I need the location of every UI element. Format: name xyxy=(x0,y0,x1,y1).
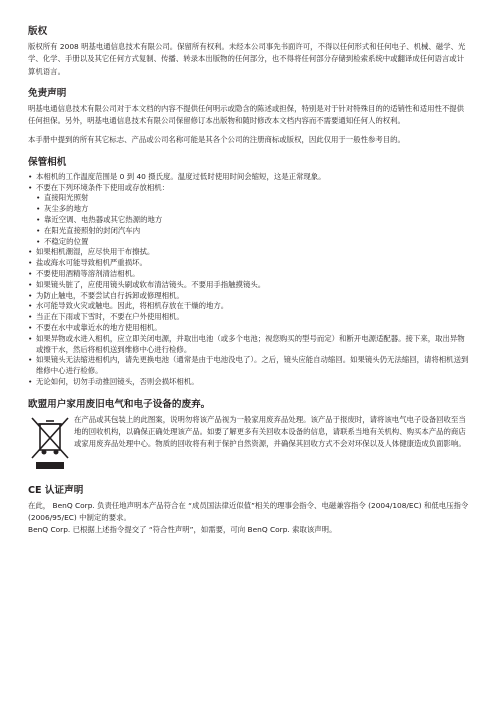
bullet: • xyxy=(28,268,33,278)
list-item-text: 水可能导致火灾或触电。因此，将相机存放在干燥的地方。 xyxy=(36,301,229,311)
copyright-section xyxy=(28,26,470,78)
bullet: • xyxy=(36,225,41,235)
ce-section xyxy=(28,485,470,537)
list-item-text: 灰尘多的地方 xyxy=(44,204,89,214)
sub-list-item xyxy=(28,226,470,237)
camera-care-section xyxy=(28,157,470,388)
list-item-text: 如果镜头脏了，应使用镜头刷或软布清洁镜头。不要用手指触摸镜头。 xyxy=(36,279,266,289)
bullet: • xyxy=(28,301,33,311)
list-item-text: 在阳光直接照射的封闭汽车内 xyxy=(44,225,141,235)
list-item xyxy=(28,291,470,302)
weee-title: 欧盟用户家用废旧电气和电子设备的废弃。 xyxy=(28,398,211,410)
manual-page xyxy=(28,26,470,537)
list-item-text: 无论如何，切勿手动推回镜头，否则会损坏相机。 xyxy=(36,376,199,386)
list-item xyxy=(28,355,470,377)
bullet: • xyxy=(28,171,33,181)
bullet: • xyxy=(36,204,41,214)
ce-title: CE 认证声明 xyxy=(28,484,84,496)
bullet: • xyxy=(28,312,33,322)
list-item-text: 不要使用酒精等溶剂清洁相机。 xyxy=(36,268,140,278)
list-item xyxy=(28,377,470,388)
sub-list-item xyxy=(28,237,470,248)
ce-paragraph-1: 在此， BenQ Corp. 负责任地声明本产品符合在 “成员国法律近似值”相关的理事会指令、电磁兼容指令 (2004/108/EC) 和低电压指令 (2006/95/EC) 中制定的要求。 xyxy=(28,500,469,523)
sub-list-item xyxy=(28,215,470,226)
list-item xyxy=(28,301,470,312)
list-item-text: 不稳定的位置 xyxy=(44,236,89,246)
list-item xyxy=(28,280,470,291)
disclaimer-title: 免责声明 xyxy=(28,87,67,99)
list-item xyxy=(28,172,470,183)
bullet: • xyxy=(36,193,41,203)
copyright-text: 版权所有 2008 明基电通信息技术有限公司。保留所有权利。未经本公司事先书面许可，不得以任何形式和任何电子、机械、磁学、光学、化学、手册以及其它任何方式复制、传播、转录本出版物的任何部分，也不得将任何部分存储到检索系统中或翻译成任何语言或计算机语言。 xyxy=(28,42,466,76)
list-item-text: 本相机的工作温度范围是 0 到 40 摄氏度。温度过低时使用时间会缩短，这是正常现象。 xyxy=(36,171,326,181)
list-item xyxy=(28,323,470,334)
list-item xyxy=(28,258,470,269)
list-item xyxy=(28,247,470,258)
copyright-title: 版权 xyxy=(28,26,48,37)
weee-section xyxy=(28,399,470,474)
bullet: • xyxy=(28,376,33,386)
bullet: • xyxy=(28,290,33,300)
bullet: • xyxy=(28,279,33,289)
ce-paragraph-2: BenQ Corp. 已根据上述指令提交了 “符合性声明”，如需要，可向 BenQ Corp. 索取该声明。 xyxy=(28,525,337,535)
list-item-text: 如果相机潮湿，应尽快用干布擦拭。 xyxy=(36,247,155,257)
care-list-b xyxy=(28,247,470,387)
list-item-text: 如果镜头无法缩进相机内，请先更换电池（通常是由于电池没电了）。之后，镜头应能自动缩回。如果镜头仍无法缩回，请将相机送到维修中心进行检修。 xyxy=(36,355,469,376)
bullet: • xyxy=(28,355,33,365)
list-item-text: 为防止触电，不要尝试自行拆卸或修理相机。 xyxy=(36,290,184,300)
list-item-text: 不要在水中或靠近水的地方使用相机。 xyxy=(36,322,162,332)
bullet: • xyxy=(28,258,33,268)
bullet: • xyxy=(28,322,33,332)
bullet: • xyxy=(28,333,33,343)
list-item-text: 如果异物或水进入相机，应立即关闭电源，并取出电池（或多个电池；视您购买的型号而定）和断开电源适配器。接下来，取出异物或擦干水，然后将相机送到维修中心进行检修。 xyxy=(36,333,465,354)
list-item xyxy=(28,269,470,280)
disclaimer-section xyxy=(28,88,470,147)
bullet: • xyxy=(28,247,33,257)
disclaimer-paragraph-1: 明基电通信息技术有限公司对于本文档的内容不提供任何明示或隐含的陈述或担保，特别是对于针对特殊目的的适销性和适用性不提供任何担保。另外，明基电通信息技术有限公司保留修订本出版物和随时修改本文档内容而不需要通知任何人的权利。 xyxy=(28,103,465,126)
care-list-a xyxy=(28,172,470,194)
list-item-text: 盐或海水可能导致相机严重损坏。 xyxy=(36,258,147,268)
list-item-text: 当正在下雨或下雪时，不要在户外使用相机。 xyxy=(36,312,184,322)
bullet: • xyxy=(28,182,33,192)
list-item xyxy=(28,312,470,323)
bullet: • xyxy=(36,214,41,224)
crossed-out-bin-icon xyxy=(28,414,74,474)
list-item xyxy=(28,334,470,356)
bullet: • xyxy=(36,236,41,246)
care-sub-list xyxy=(28,193,470,247)
sub-list-item xyxy=(28,204,470,215)
list-item xyxy=(28,183,470,194)
camera-care-title: 保管相机 xyxy=(28,156,67,168)
weee-text: 在产品或其包装上的此图案，说明勿将该产品视为一般家用废弃品处理。该产品于报废时，请将该电气电子设备回收至当地的回收机构，以确保正确处理该产品。如要了解更多有关回收本设备的信息，请联系当地有关机构、购买本产品的商店或家用废弃品处理中心。物质的回收将有利于保护自然资源，并确保其回收方式不会对环保以及人体健康造成负面影响。 xyxy=(74,414,466,449)
sub-list-item xyxy=(28,193,470,204)
list-item-text: 靠近空调、电热器或其它热源的地方 xyxy=(44,214,163,224)
list-item-text: 不要在下列环境条件下使用或存放相机： xyxy=(36,182,170,192)
crossed-out-bin-icon-graphic xyxy=(28,414,72,474)
list-item-text: 直接阳光照射 xyxy=(44,193,89,203)
disclaimer-paragraph-2: 本手册中提到的所有其它标志、产品或公司名称可能是其各个公司的注册商标或版权，因此仅用于一般性参考目的。 xyxy=(28,135,405,145)
